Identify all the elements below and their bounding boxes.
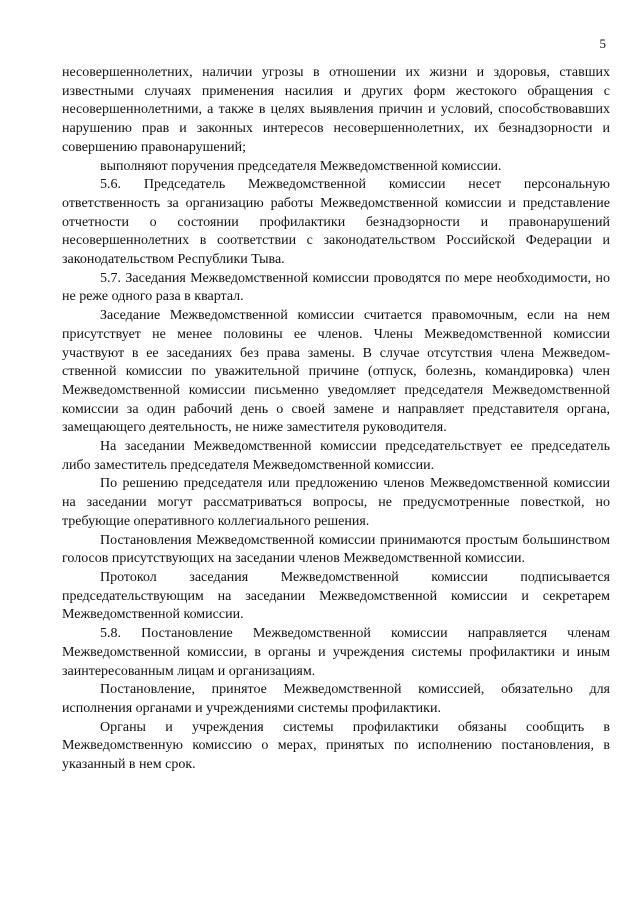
paragraph-5-8: 5.8. Постановление Межведомственной комиссии направляется членам Межведомственной комиссии, в органы и учреждения системы профилактики и иным заинтересованным лицам и организациям. [62,626,610,679]
paragraph-5-7: 5.7. Заседания Межведомственной комиссии проводятся по мере необходимости, но не реже одного раза в квартал. [62,270,610,305]
paragraph: Заседание Межведомственной комиссии считается правомочным, если на нем присутствует не менее половины ее членов. Члены Межведомственной комиссии участвуют в ее заседаниях без права замены. В случае отсутствия члена Межведомственной комиссии по уважительной причине (отпуск, болезнь, командировка) член Межведомственной комиссии письменно уведомляет председателя Межведомственной комиссии за один рабочий день о своей замене и направляет представителя органа, замещающего деятельность, не ниже заместителя руководителя. [62,308,610,436]
document-body [62,64,610,775]
paragraph: Постановление, принятое Межведомственной комиссией, обязательно для исполнения органами и учреждениями системы профилактики. [62,682,610,716]
paragraph-5-6: 5.6. Председатель Межведомственной комиссии несет персональную ответственность за организацию работы Межведомственной комиссии и представление отчетности о состоянии профилактики безнадзорности и правонарушений несовершеннолетних в соответствии с законодательством Российской Федерации и законодательством Республики Тыва. [62,177,610,268]
paragraph: Протокол заседания Межведомственной комиссии подписывается председательствующим на заседании Межведомственной комиссии и секретарем Межведомственной комиссии. [62,569,610,623]
paragraph: На заседании Межведомственной комиссии председательствует ее председатель либо заместитель председателя Межведомственной комиссии. [62,439,610,473]
page-number: 5 [599,36,606,51]
paragraph: Постановления Межведомственной комиссии принимаются простым большинством голосов присутствующих на заседании членов Межведомственной комиссии. [62,532,610,567]
paragraph: выполняют поручения председателя Межведомственной комиссии. [100,158,502,174]
paragraph: Органы и учреждения системы профилактики обязаны сообщить в Межведомственную комиссию о мерах, принятых по исполнению постановления, в указанный в нем срок. [62,719,610,773]
paragraph-continuation: несовершеннолетних, наличии угрозы в отношении их жизни и здоровья, ставших известными случаях применения насилия и других форм жестокого обращения с несовершеннолетними, а также в целях выявления причин и условий, способствовавших нарушению прав и законных интересов несовершеннолетних, их безнадзорности и совершению правонарушений; [62,65,610,155]
paragraph: По решению председателя или предложению членов Межведомственной комиссии на заседании могут рассматриваться вопросы, не предусмотренные повесткой, но требующие оперативного коллегиального решения. [62,476,610,529]
